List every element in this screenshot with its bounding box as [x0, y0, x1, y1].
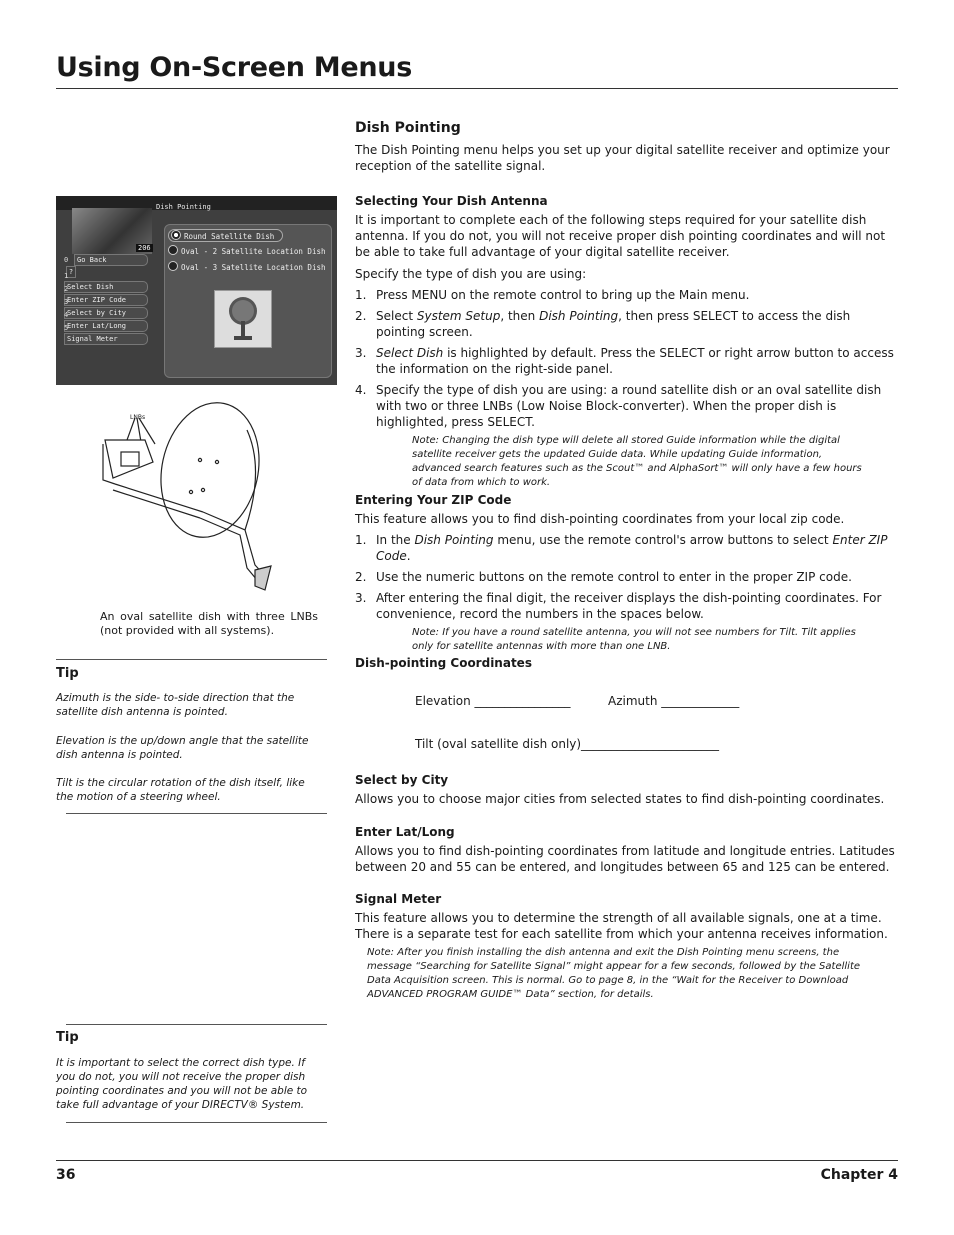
menu-item-signal-meter: 5Signal Meter [64, 323, 156, 333]
paragraph: Allows you to choose major cities from selected states to find dish-pointing coordinates. [355, 792, 885, 806]
page-number: 36 [56, 1167, 76, 1183]
subheading: Signal Meter [355, 892, 442, 906]
section-heading: Dish Pointing [355, 120, 461, 136]
note: Note: After you finish installing the dish antenna and exit the Dish Pointing menu screens, the message “Searching for Satellite Signal” might appear for a few seconds, followed by the Satellite Data Acquisition screen. This is normal. Go to page 8, in the “Wait for the Receiver to Download ADVANCED PROGRAM GUIDE™ Data” section, for details. [367, 947, 861, 1000]
tip1-bottom-rule [66, 813, 327, 814]
steps-list [355, 287, 900, 430]
radio-icon [168, 245, 178, 255]
note: Note: Changing the dish type will delete all stored Guide information while the digital satellite receiver gets the updated Guide data. While updating Guide information, advanced search features such as the Scout™ and AlphaSort™ will only have a few hours of data from which to work. [412, 435, 862, 488]
paragraph: Allows you to find dish-pointing coordinates from latitude and longitude entries. Latitudes between 20 and 55 can be entered, and longitudes between 65 and 125 can be entered. [355, 844, 895, 874]
chapter-label: Chapter 4 [820, 1167, 898, 1183]
radio-icon [168, 261, 178, 271]
dish-pointing-screenshot [56, 196, 337, 385]
subheading: Entering Your ZIP Code [355, 493, 512, 507]
screenshot-title: Dish Pointing [156, 203, 211, 211]
oval-dish-illustration [95, 400, 285, 605]
option-round-dish: Round Satellite Dish [168, 229, 283, 242]
menu-item-enter-zip: 2Enter ZIP Code [64, 284, 156, 294]
menu-item-go-back: 0 Go Back ? [64, 254, 156, 264]
paragraph: It is important to complete each of the following steps required for your satellite dish antenna. If you do not, you will not receive proper dish pointing coordinates and will not be able to take full advantage of your digital satellite receiver. [355, 213, 886, 259]
paragraph: This feature allows you to find dish-pointing coordinates from your local zip code. [355, 512, 845, 526]
tip1-elevation: Elevation is the up/down angle that the satellite dish antenna is pointed. [56, 735, 309, 761]
section-latlong [355, 824, 900, 875]
tip1-azimuth: Azimuth is the side- to-side direction that the satellite dish antenna is pointed. [56, 692, 295, 718]
azimuth-field: Azimuth _____________ [608, 694, 740, 708]
intro-paragraph: The Dish Pointing menu helps you set up your digital satellite receiver and optimize your reception of the satellite signal. [355, 143, 890, 173]
section-select-antenna [355, 193, 900, 490]
figure-caption: An oval satellite dish with three LNBs (not provided with all systems). [100, 610, 318, 637]
footer-rule [56, 1160, 898, 1161]
section-dish-pointing [355, 120, 900, 174]
round-dish-preview [214, 290, 272, 348]
menu-item-select-city: 3Select by City [64, 297, 156, 307]
tip2-text: It is important to select the correct dish type. If you do not, you will not receive the proper dish pointing coordinates and you will not be able to take full advantage of your DIRECTV® System. [56, 1057, 308, 1111]
tip2-heading: Tip [56, 1030, 79, 1045]
subheading: Selecting Your Dish Antenna [355, 194, 548, 208]
channel-number: 206 [138, 244, 151, 252]
section-city [355, 772, 900, 807]
subheading: Enter Lat/Long [355, 825, 455, 839]
menu-item-select-dish: 1Select Dish [64, 271, 156, 281]
tip1-top-rule [56, 659, 327, 660]
lnbs-label: LNBs [130, 414, 146, 421]
paragraph: This feature allows you to determine the strength of all available signals, one at a time. There is a separate test for each satellite from which your antenna receives information. [355, 911, 888, 941]
section-zip [355, 492, 900, 654]
steps-list [355, 532, 900, 622]
tip1-heading: Tip [56, 666, 79, 681]
round-dish-icon [215, 291, 271, 347]
subheading: Select by City [355, 773, 449, 787]
tip1-tilt: Tilt is the circular rotation of the dish itself, like the motion of a steering wheel. [56, 777, 305, 803]
list-item: 1. Press MENU on the remote control to bring up the Main menu. [355, 288, 750, 302]
tip2-bottom-rule [66, 1122, 327, 1123]
note: Note: If you have a round satellite antenna, you will not see numbers for Tilt. Tilt applies only for satellite antennas with more than one LNB. [412, 627, 856, 652]
section-coordinates [355, 655, 900, 671]
list-item: 2. Use the numeric buttons on the remote control to enter in the proper ZIP code. [355, 570, 852, 584]
page-title: Using On-Screen Menus [56, 52, 412, 83]
list-item: 3. After entering the final digit, the receiver displays the dish-pointing coordinates. For convenience, record the numbers in the spaces below. [355, 591, 882, 621]
elevation-field: Elevation ________________ [415, 694, 571, 708]
list-item: 4. Specify the type of dish you are using: a round satellite dish or an oval satellite dish with two or three LNBs (Low Noise Block-converter). When the proper dish is highlighted, press SELECT. [355, 383, 882, 429]
list-item: 2. Select System Setup, then Dish Pointing, then press SELECT to access the dish pointing screen. [355, 309, 851, 339]
tip2-top-rule [66, 1024, 327, 1025]
subheading: Dish-pointing Coordinates [355, 656, 532, 670]
menu-item-enter-latlong: 4Enter Lat/Long [64, 310, 156, 320]
tilt-field: Tilt (oval satellite dish only)_______________________ [415, 737, 720, 751]
title-rule [56, 88, 898, 89]
radio-selected-icon [171, 230, 181, 240]
option-oval-3: Oval - 3 Satellite Location Dish [168, 261, 326, 272]
option-oval-2: Oval - 2 Satellite Location Dish [168, 245, 326, 256]
list-item: 3. Select Dish is highlighted by default. Press the SELECT or right arrow button to access the information on the right-side panel. [355, 346, 894, 376]
section-signal-meter [355, 891, 900, 1002]
list-item: 1. In the Dish Pointing menu, use the remote control's arrow buttons to select Enter ZIP Code. [355, 533, 888, 563]
help-icon: ? [66, 266, 76, 278]
paragraph: Specify the type of dish you are using: [355, 267, 587, 281]
